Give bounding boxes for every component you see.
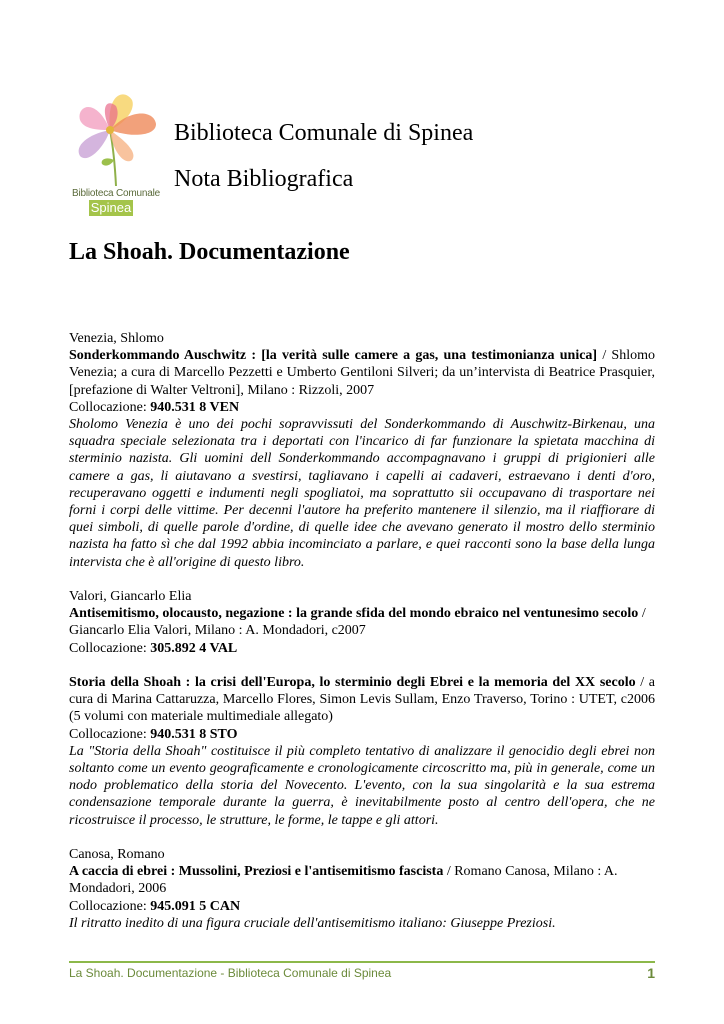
location-code: 940.531 8 VEN (150, 399, 240, 415)
library-title: Biblioteca Comunale di Spinea (174, 120, 474, 146)
entry-responsibility: / Romano Canosa, Milano : A. Mondadori, 2006 (69, 864, 618, 897)
entry-location (69, 640, 655, 657)
entry-abstract: La "Storia della Shoah" costituisce il più completo tentativo di analizzare il genocidio degli ebrei non soltanto come un evento geograficamente e cronologicamente circoscritto ma, più in generale, come un nodo problematico della storia del Novecento. L'evento, con la sua singolarità e la sua estrema condensazione temporale durante la guerra, è inevitabilmente posto al centro dell'opera, che ne ricostruisce il processo, le strutture, le forme, le tappe e gli attori. (69, 743, 655, 828)
entry-title: A caccia di ebrei : Mussolini, Preziosi e l'antisemitismo fascista (69, 864, 444, 880)
location-label: Collocazione: (69, 726, 151, 742)
entry-abstract: Sholomo Venezia è uno dei pochi sopravvissuti del Sonderkommando di Auschwitz-Birkenau, una squadra speciale selezionata tra i deportati con l'incarico di far funzionare la spietata macchina di sterminio nazista. Gli uomini dell Sonderkommando accompagnavano i gruppi di prigionieri alle camere a gas, li aiutavano a svestirsi, tagliavano i capelli ai cadaveri, estraevano i denti d'oro, recuperavano oggetti e indumenti negli spogliatoi, ma soprattutto sii occupavano di trasportare nei forni i corpi delle vittime. Per decenni l'autore ha preferito mantenere il silenzio, ma il riaffiorare di quei simboli, di quelle parole d'ordine, di quelle idee che avevano generato il mostro dello sterminio nazista ha fatto sì che dal 1992 abbia incominciato a parlare, e quei racconti sono la base della lunga intervista che è all'origine di questo libro. (69, 417, 655, 570)
page-number: 1 (647, 965, 655, 981)
entry-citation (69, 347, 655, 399)
location-label: Collocazione: (69, 640, 151, 656)
bibliography-entry (69, 846, 655, 932)
location-code: 940.531 8 STO (150, 726, 238, 742)
entry-abstract: Il ritratto inedito di una figura cruciale dell'antisemitismo italiano: Giuseppe Preziosi. (69, 915, 556, 931)
flower-icon (66, 86, 166, 190)
entry-author: Canosa, Romano (69, 847, 165, 863)
document-title: La Shoah. Documentazione (69, 239, 350, 265)
entry-title: Sonderkommando Auschwitz : [la verità sulle camere a gas, una testimonianza unica] (69, 348, 598, 364)
entry-location (69, 898, 655, 915)
bibliography-entry (69, 588, 655, 657)
entry-responsibility: / Giancarlo Elia Valori, Milano : A. Mondadori, c2007 (69, 606, 646, 639)
entry-responsibility: / a cura di Marina Cattaruzza, Marcello Flores, Simon Levis Sullam, Enzo Traverso, Torino : UTET, c2006 (5 volumi con materiale multimediale allegato) (69, 675, 655, 725)
entry-citation (69, 863, 655, 897)
bibliography-list (69, 330, 655, 949)
entry-responsibility: / Shlomo Venezia; a cura di Marcello Pezzetti e Umberto Gentiloni Silveri; da un’intervista di Beatrice Prasquier, [prefazione di Walter Veltroni], Milano : Rizzoli, 2007 (69, 348, 655, 398)
entry-title: Storia della Shoah : la crisi dell'Europa, lo sterminio degli Ebrei e la memoria del XX secolo (69, 675, 636, 691)
entry-location (69, 399, 655, 416)
bibliography-entry (69, 330, 655, 571)
location-code: 305.892 4 VAL (150, 640, 238, 656)
bibliography-entry (69, 674, 655, 829)
footer-text: La Shoah. Documentazione - Biblioteca Comunale di Spinea (69, 966, 392, 980)
entry-citation (69, 674, 655, 726)
entry-author: Valori, Giancarlo Elia (69, 589, 192, 605)
entry-location (69, 726, 655, 743)
library-logo (66, 86, 166, 218)
location-label: Collocazione: (69, 898, 151, 914)
footer-divider (69, 961, 655, 963)
location-code: 945.091 5 CAN (150, 898, 241, 914)
entry-citation (69, 605, 655, 639)
logo-label-spinea: Spinea (90, 200, 132, 215)
entry-title: Antisemitismo, olocausto, negazione : la grande sfida del mondo ebraico nel ventunesimo secolo (69, 606, 639, 622)
location-label: Collocazione: (69, 399, 151, 415)
entry-author: Venezia, Shlomo (69, 331, 164, 346)
logo-label: Biblioteca Comunale (72, 188, 160, 199)
note-title: Nota Bibliografica (174, 166, 354, 192)
